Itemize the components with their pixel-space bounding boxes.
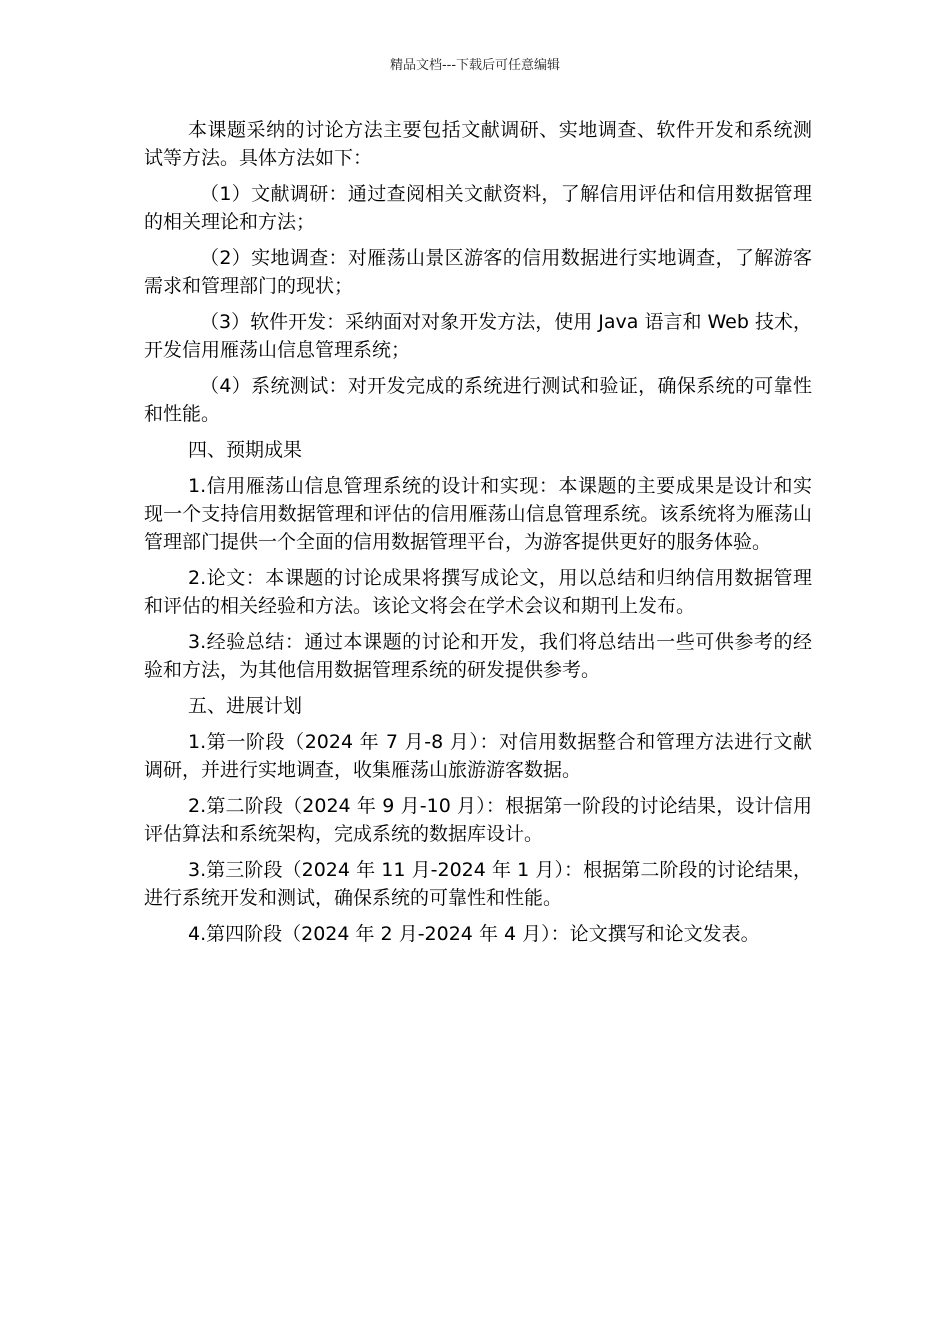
paragraph-schedule-phase-3: 3.第三阶段（2024 年 11 月-2024 年 1 月）：根据第二阶段的讨论结果，进行系统开发和测试，确保系统的可靠性和性能。 (144, 859, 812, 909)
paragraph-method-testing: （4）系统测试：对开发完成的系统进行测试和验证，确保系统的可靠性和性能。 (144, 375, 812, 425)
paragraph-method-software-dev: （3）软件开发：采纳面对对象开发方法，使用 Java 语言和 Web 技术，开发信用雁荡山信息管理系统； (144, 311, 812, 361)
section-heading-expected-results: 四、预期成果 (188, 439, 303, 461)
paragraph-method-field-survey: （2）实地调查：对雁荡山景区游客的信用数据进行实地调查，了解游客需求和管理部门的现状； (144, 247, 812, 297)
document-body (144, 116, 812, 956)
paragraph-schedule-phase-1: 1.第一阶段（2024 年 7 月-8 月）：对信用数据整合和管理方法进行文献调研，并进行实地调查，收集雁荡山旅游游客数据。 (144, 731, 812, 781)
paragraph-result-experience: 3.经验总结：通过本课题的讨论和开发，我们将总结出一些可供参考的经验和方法，为其他信用数据管理系统的研发提供参考。 (144, 631, 812, 681)
paragraph-result-paper: 2.论文：本课题的讨论成果将撰写成论文，用以总结和归纳信用数据管理和评估的相关经验和方法。该论文将会在学术会议和期刊上发布。 (144, 567, 812, 617)
page-header: 精品文档---下载后可任意编辑 (389, 58, 561, 73)
paragraph-method-literature: （1）文献调研：通过查阅相关文献资料，了解信用评估和信用数据管理的相关理论和方法； (144, 183, 812, 233)
paragraph-methods-intro: 本课题采纳的讨论方法主要包括文献调研、实地调查、软件开发和系统测试等方法。具体方法如下： (144, 119, 812, 169)
paragraph-schedule-phase-4: 4.第四阶段（2024 年 2 月-2024 年 4 月）：论文撰写和论文发表。 (188, 923, 760, 945)
paragraph-result-system: 1.信用雁荡山信息管理系统的设计和实现：本课题的主要成果是设计和实现一个支持信用数据管理和评估的信用雁荡山信息管理系统。该系统将为雁荡山管理部门提供一个全面的信用数据管理平台，为游客提供更好的服务体验。 (144, 475, 812, 553)
paragraph-schedule-phase-2: 2.第二阶段（2024 年 9 月-10 月）：根据第一阶段的讨论结果，设计信用评估算法和系统架构，完成系统的数据库设计。 (144, 795, 812, 845)
section-heading-schedule: 五、进展计划 (188, 695, 303, 717)
